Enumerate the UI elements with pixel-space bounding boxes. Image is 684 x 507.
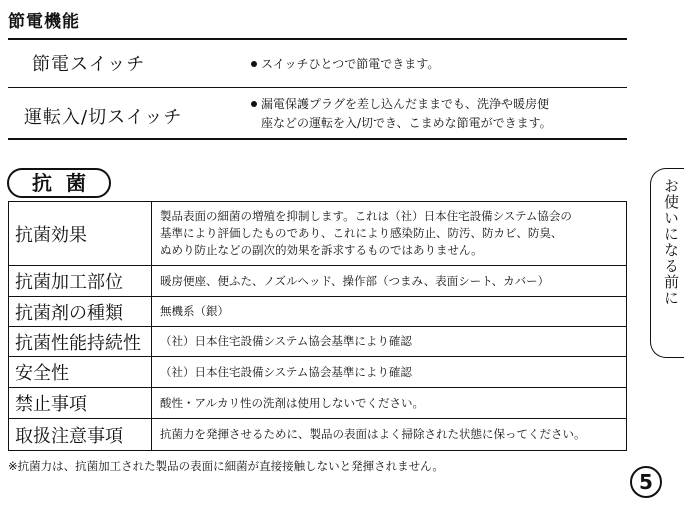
row-header: 安全性: [9, 357, 152, 388]
table-row: [9, 297, 627, 327]
row-header: 抗菌加工部位: [9, 266, 152, 297]
table-row: [9, 357, 627, 388]
divider: [8, 138, 627, 140]
operation-switch-desc-line2: 座などの運転を入/切でき、こまめな節電ができます。: [261, 116, 552, 130]
row-value: [152, 202, 627, 266]
power-saving-switch-desc: スイッチひとつで節電できます。: [261, 57, 440, 71]
row-value-line: 基準により評価したものであり、これにより感染防止、防汚、防カビ、防臭、: [160, 226, 563, 240]
table-row: [9, 419, 627, 451]
row-header: 禁止事項: [9, 388, 152, 419]
operation-switch-name: 運転入/切スイッチ: [24, 107, 183, 128]
row-value: 酸性・アルカリ性の洗剤は使用しないでください。: [152, 388, 627, 419]
bullet-icon: [251, 61, 257, 67]
side-index-tab-label: お使いになる前に: [662, 178, 680, 306]
section-title-power-saving: 節電機能: [8, 12, 80, 32]
page-number: 5: [630, 466, 662, 498]
operation-switch-desc-line1: 漏電保護プラグを差し込んだままでも、洗浄や暖房便: [261, 97, 550, 111]
table-row: [9, 327, 627, 357]
section-title-antibacterial: 抗菌: [32, 171, 100, 195]
divider: [8, 38, 627, 40]
table-row: [9, 266, 627, 297]
row-value: 抗菌力を発揮させるために、製品の表面はよく掃除された状態に保ってください。: [152, 419, 627, 451]
row-value: （社）日本住宅設備システム協会基準により確認: [152, 327, 627, 357]
table-row: [9, 388, 627, 419]
row-header: 抗菌剤の種類: [9, 297, 152, 327]
bullet-icon: [251, 101, 257, 107]
row-value: 無機系（銀）: [152, 297, 627, 327]
row-value: （社）日本住宅設備システム協会基準により確認: [152, 357, 627, 388]
row-header: 抗菌効果: [9, 202, 152, 266]
divider: [8, 87, 627, 88]
table-row: [9, 202, 627, 266]
row-value-line: 製品表面の細菌の増殖を抑制します。これは（社）日本住宅設備システム協会の: [160, 209, 572, 223]
row-value-line: ぬめり防止などの副次的効果を訴求するものではありません。: [160, 243, 483, 257]
row-header: 抗菌性能持続性: [9, 327, 152, 357]
antibacterial-table: [8, 201, 627, 451]
row-value: 暖房便座、便ふた、ノズルヘッド、操作部（つまみ、表面シート、カバー）: [152, 266, 627, 297]
footnote: ※抗菌力は、抗菌加工された製品の表面に細菌が直接接触しないと発揮されません。: [8, 459, 444, 473]
row-header: 取扱注意事項: [9, 419, 152, 451]
power-saving-switch-name: 節電スイッチ: [32, 54, 146, 75]
